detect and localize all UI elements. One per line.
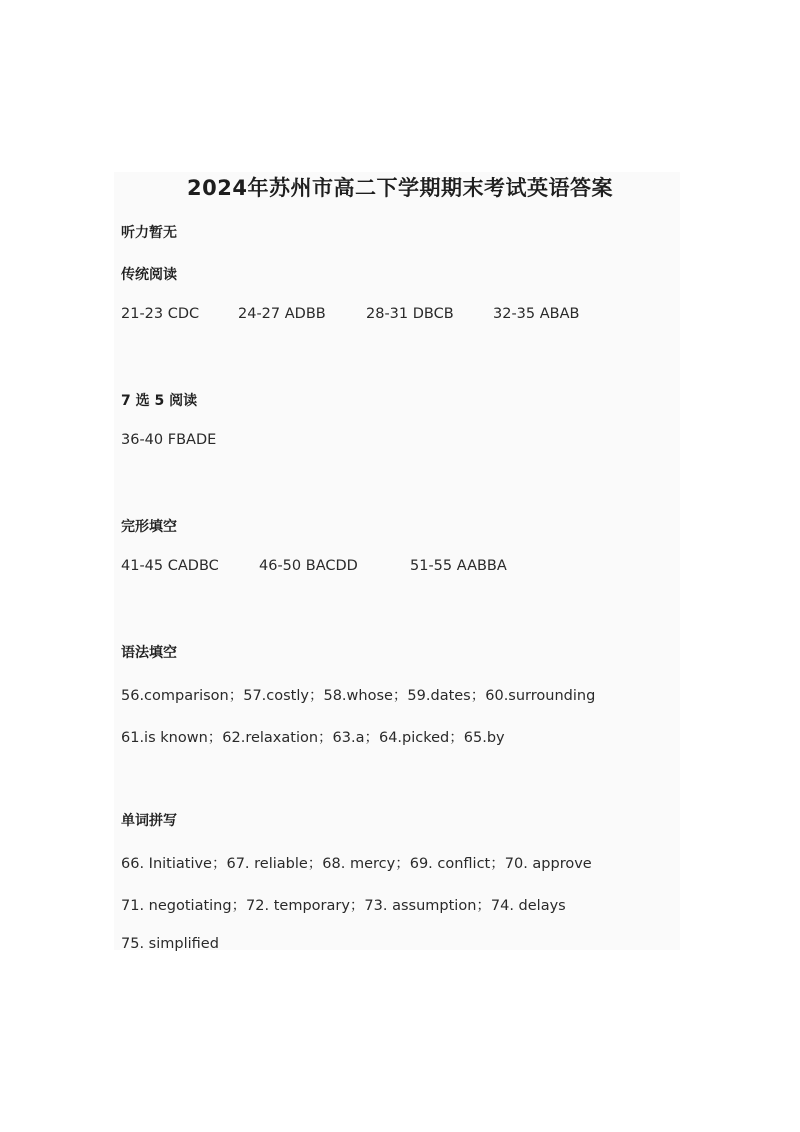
answer-group: 21-23 CDC bbox=[121, 306, 200, 322]
answer-group: 46-50 BACDD bbox=[259, 558, 358, 574]
spelling-line: 66. Initiative；67. reliable；68. mercy；69. conflict；70. approve bbox=[121, 856, 592, 872]
answer-group: 28-31 DBCB bbox=[366, 306, 454, 322]
answer-group: 32-35 ABAB bbox=[493, 306, 580, 322]
answer-group: 41-45 CADBC bbox=[121, 558, 219, 574]
spelling-heading: 单词拼写 bbox=[121, 813, 177, 829]
grammar-line: 56.comparison；57.costly；58.whose；59.dates；60.surrounding bbox=[121, 688, 596, 704]
cloze-heading: 完形填空 bbox=[121, 519, 177, 535]
reading-heading: 传统阅读 bbox=[121, 267, 177, 283]
spelling-line: 75. simplified bbox=[121, 936, 219, 952]
answer-group: 24-27 ADBB bbox=[238, 306, 326, 322]
seven-five-heading: 7 选 5 阅读 bbox=[121, 393, 198, 409]
grammar-line: 61.is known；62.relaxation；63.a；64.picked；65.by bbox=[121, 730, 505, 746]
page-title: 2024年苏州市高二下学期期末考试英语答案 bbox=[187, 176, 613, 200]
grammar-heading: 语法填空 bbox=[121, 645, 177, 661]
spelling-line: 71. negotiating；72. temporary；73. assumption；74. delays bbox=[121, 898, 566, 914]
answer-group: 51-55 AABBA bbox=[410, 558, 507, 574]
answer-group: 36-40 FBADE bbox=[121, 432, 217, 448]
listening-heading: 听力暂无 bbox=[121, 225, 177, 241]
